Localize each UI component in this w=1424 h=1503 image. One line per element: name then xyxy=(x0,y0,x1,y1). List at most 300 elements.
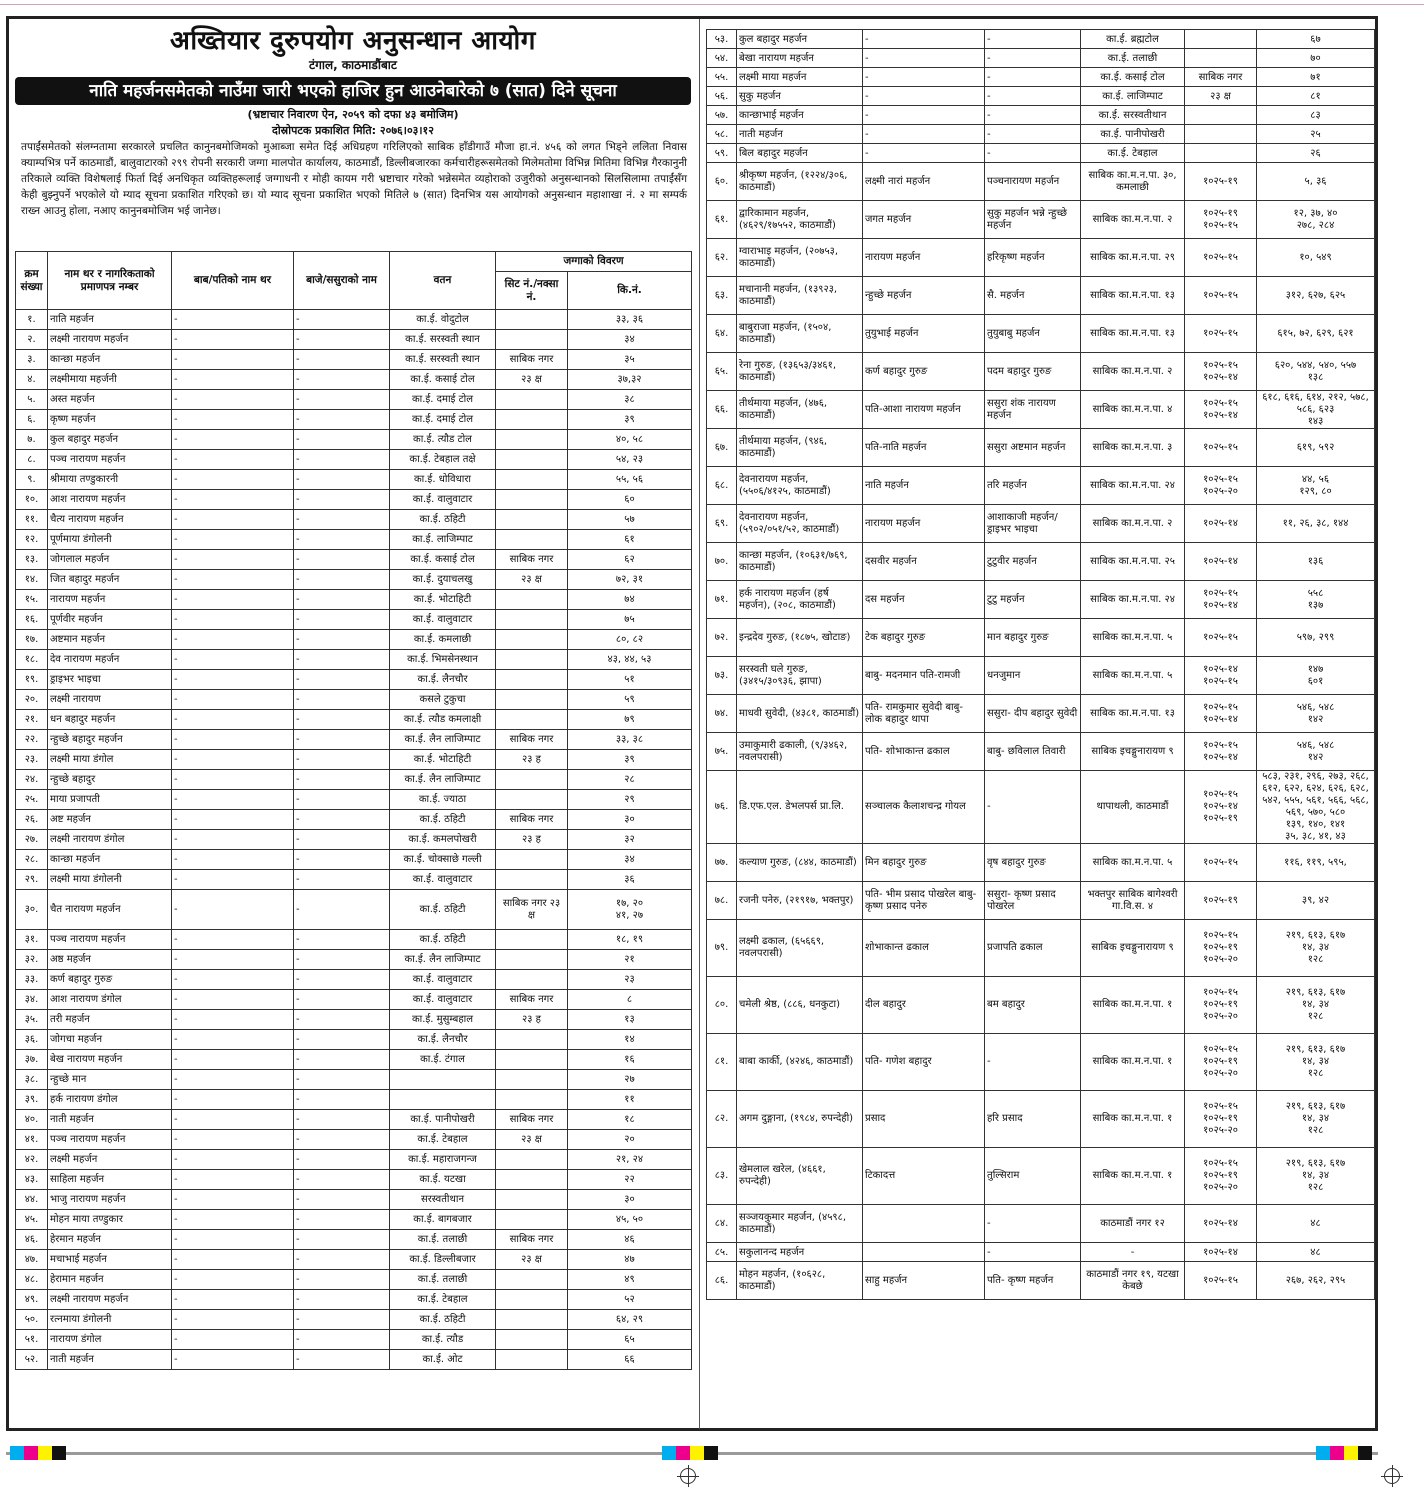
row-kitta: ४५, ५० xyxy=(568,1210,692,1230)
row-father: पति-नाति महर्जन xyxy=(863,429,985,467)
row-father: - xyxy=(172,570,294,590)
row-sheet xyxy=(496,650,568,670)
row-address: का.ई. ब्रह्मटोल xyxy=(1081,30,1185,49)
row-father: - xyxy=(172,1270,294,1290)
row-name: उमाकुमारी ढकाली, (९/३४६२, नवलपरासी) xyxy=(737,733,863,771)
row-grandfather: ससुरा- दीप बहादुर सुवेदी xyxy=(985,695,1081,733)
row-kitta: २१, २४ xyxy=(568,1150,692,1170)
row-sn: ४१. xyxy=(16,1130,48,1150)
row-address: सरस्वतीथान xyxy=(390,1190,496,1210)
row-name: द्वारिकामान महर्जन, (४६२९/१७५५२, काठमाडौं) xyxy=(737,201,863,239)
row-address: साबिक का.म.न.पा. १ xyxy=(1081,977,1185,1034)
row-address: साबिक का.म.न.पा. १ xyxy=(1081,1091,1185,1148)
row-sheet: साबिक नगर xyxy=(496,810,568,830)
row-kitta: २७ xyxy=(568,1070,692,1090)
row-father: पति- भीम प्रसाद पोखरेल बाबु- कृष्ण प्रसाद पनेरु xyxy=(863,882,985,920)
row-name: तीर्थमाया महर्जन, (४७६, काठमाडौं) xyxy=(737,391,863,429)
row-name: चैत्य नारायण महर्जन xyxy=(48,510,172,530)
row-sheet: साबिक नगर xyxy=(496,350,568,370)
row-father: कर्ण बहादुर गुरुङ xyxy=(863,353,985,391)
table-row xyxy=(16,1270,692,1290)
table-row xyxy=(707,239,1375,277)
row-father: टिकादत्त xyxy=(863,1148,985,1205)
row-name: माया प्रजापती xyxy=(48,790,172,810)
column-divider xyxy=(699,19,700,1429)
row-kitta: ६० xyxy=(568,490,692,510)
row-kitta: ६१ xyxy=(568,530,692,550)
row-kitta: २८ xyxy=(568,770,692,790)
row-grandfather: - xyxy=(294,950,390,970)
row-grandfather: ससुरा अष्टमान महर्जन xyxy=(985,429,1081,467)
row-address: का.ई. यटखा xyxy=(390,1170,496,1190)
row-father: - xyxy=(863,49,985,68)
row-sheet xyxy=(496,510,568,530)
row-sn: ५९. xyxy=(707,144,737,163)
row-sn: ३. xyxy=(16,350,48,370)
row-address: का.ई. त्यौड xyxy=(390,1330,496,1350)
row-name: कान्छा महर्जन xyxy=(48,850,172,870)
row-address: साबिक का.म.न.पा. १३ xyxy=(1081,315,1185,353)
header-kitta: कि.नं. xyxy=(568,272,692,310)
row-kitta: १७, २० ४१, २७ xyxy=(568,890,692,930)
row-grandfather: बाबु- छविलाल तिवारी xyxy=(985,733,1081,771)
row-father: पति- शोभाकान्त ढकाल xyxy=(863,733,985,771)
row-sn: ८२. xyxy=(707,1091,737,1148)
row-address: का.ई. भोटाहिटी xyxy=(390,750,496,770)
row-kitta: ३३, ३८ xyxy=(568,730,692,750)
row-name: डि.एफ.एल. डेभलपर्स प्रा.लि. xyxy=(737,771,863,844)
row-grandfather: - xyxy=(294,770,390,790)
row-grandfather: - xyxy=(294,1290,390,1310)
row-father: - xyxy=(172,770,294,790)
table-row xyxy=(16,430,692,450)
row-address: का.ई. डिल्लीबजार xyxy=(390,1250,496,1270)
row-kitta: ३९ xyxy=(568,410,692,430)
row-sheet: १०२५-१५ xyxy=(1185,429,1257,467)
row-address: साबिक का.म.न.पा. १३ xyxy=(1081,277,1185,315)
row-sheet xyxy=(496,1330,568,1350)
row-kitta: २९ xyxy=(568,790,692,810)
row-grandfather: - xyxy=(294,710,390,730)
row-sheet: १०२५-१४ १०२५-१५ xyxy=(1185,657,1257,695)
row-address: का.ई. वालुवाटार xyxy=(390,610,496,630)
row-sn: ६२. xyxy=(707,239,737,277)
row-name: बिल बहादुर महर्जन xyxy=(737,144,863,163)
row-sn: १. xyxy=(16,310,48,330)
row-sn: ६४. xyxy=(707,315,737,353)
row-name: अष्ठ महर्जन xyxy=(48,950,172,970)
row-kitta: ४९ xyxy=(568,1270,692,1290)
header-sn: क्रम संख्या xyxy=(16,252,48,310)
row-sheet xyxy=(496,1090,568,1110)
row-name: जोगलाल महर्जन xyxy=(48,550,172,570)
header-grandfather: बाजे/ससुराको नाम xyxy=(294,252,390,310)
row-grandfather: - xyxy=(294,1130,390,1150)
row-sn: ३३. xyxy=(16,970,48,990)
row-kitta: ४७ xyxy=(568,1250,692,1270)
table-row xyxy=(16,310,692,330)
row-sheet: १०२५-१५ xyxy=(1185,619,1257,657)
row-sn: ५६. xyxy=(707,87,737,106)
row-name: पूर्णमाया डंगोलनी xyxy=(48,530,172,550)
row-grandfather: - xyxy=(294,410,390,430)
header-land: जग्गाको विवरण xyxy=(496,252,692,272)
row-name: कान्छा महर्जन xyxy=(48,350,172,370)
row-name: बेख नारायण महर्जन xyxy=(48,1050,172,1070)
row-address: का.ई. ठहिटी xyxy=(390,1310,496,1330)
row-sn: ३१. xyxy=(16,930,48,950)
row-kitta: ३५ xyxy=(568,350,692,370)
row-grandfather: - xyxy=(985,30,1081,49)
row-kitta: ३० xyxy=(568,810,692,830)
row-name: लक्ष्मी नारायण महर्जन xyxy=(48,1290,172,1310)
right-column xyxy=(706,29,1374,1427)
row-kitta: ६१९, ५९२ xyxy=(1257,429,1375,467)
row-name: भाजु नारायण महर्जन xyxy=(48,1190,172,1210)
page-title: अख्तियार दुरुपयोग अनुसन्धान आयोग xyxy=(170,26,536,56)
row-kitta: १४ xyxy=(568,1030,692,1050)
row-father: - xyxy=(172,830,294,850)
row-sn: ५७. xyxy=(707,106,737,125)
row-grandfather: - xyxy=(294,1110,390,1130)
row-address: साबिक का.म.न.पा. ४ xyxy=(1081,391,1185,429)
row-sn: ११. xyxy=(16,510,48,530)
row-kitta: ५, ३६ xyxy=(1257,163,1375,201)
row-sn: ७०. xyxy=(707,543,737,581)
row-name: रेना गुरुङ, (१३६५३/३४६१, काठमाडौं) xyxy=(737,353,863,391)
row-grandfather: वृष बहादुर गुरुङ xyxy=(985,844,1081,882)
table-row xyxy=(707,467,1375,505)
row-father: नाति महर्जन xyxy=(863,467,985,505)
table-row xyxy=(16,670,692,690)
row-sn: ६१. xyxy=(707,201,737,239)
row-father: - xyxy=(172,650,294,670)
row-address xyxy=(390,1090,496,1110)
table-row xyxy=(16,870,692,890)
row-kitta: ५८३, २३१, २९६, २७३, २६८, ६१२, ६२२, ६२४, ६२६, ६२८, ५४२, ५५५, ५६१, ५६६, ५६८, ५६९, ५७०, ५८० १३९, १४०, १४१ ३५, ३८, ४१, ४३ xyxy=(1257,771,1375,844)
row-father: - xyxy=(172,630,294,650)
row-name: इन्द्रदेव गुरुङ, (१८७५, खोटाङ) xyxy=(737,619,863,657)
row-name: जित बहादुर महर्जन xyxy=(48,570,172,590)
row-name: अगम दुङ्गाना, (१९८४, रुपन्देही) xyxy=(737,1091,863,1148)
table-row xyxy=(707,505,1375,543)
row-sheet xyxy=(496,630,568,650)
row-grandfather: सुकु महर्जन भन्ने न्हुच्छे महर्जन xyxy=(985,201,1081,239)
table-row xyxy=(16,830,692,850)
row-sn: ३०. xyxy=(16,890,48,930)
row-sn: २०. xyxy=(16,690,48,710)
row-kitta: ११, २६, ३८, १४४ xyxy=(1257,505,1375,543)
row-sheet: १०२५-१५ १०२५-१९ १०२५-२० xyxy=(1185,920,1257,977)
row-address: का.ई. टेबहाल xyxy=(390,1290,496,1310)
row-name: बेखा नारायण महर्जन xyxy=(737,49,863,68)
row-address xyxy=(390,1070,496,1090)
row-grandfather: - xyxy=(294,630,390,650)
row-kitta: ११ xyxy=(568,1090,692,1110)
row-kitta: ५५८ १३७ xyxy=(1257,581,1375,619)
row-father: - xyxy=(172,1070,294,1090)
row-grandfather: - xyxy=(985,125,1081,144)
row-sheet xyxy=(496,950,568,970)
row-sheet xyxy=(1185,125,1257,144)
table-row xyxy=(707,657,1375,695)
row-address: का.ई. टेबहाल तक्षे xyxy=(390,450,496,470)
row-sheet: १०२५-१४ xyxy=(1185,1243,1257,1262)
row-kitta: ७४ xyxy=(568,590,692,610)
row-grandfather: - xyxy=(294,1350,390,1370)
row-sheet: १०२५-१५ xyxy=(1185,844,1257,882)
table-row xyxy=(16,470,692,490)
row-grandfather: - xyxy=(985,1205,1081,1243)
row-father: - xyxy=(172,610,294,630)
table-row xyxy=(16,550,692,570)
row-address: साबिक का.म.न.पा. २५ xyxy=(1081,543,1185,581)
row-sn: ५८. xyxy=(707,125,737,144)
row-father: - xyxy=(172,970,294,990)
row-sn: ७१. xyxy=(707,581,737,619)
row-sn: ६७. xyxy=(707,429,737,467)
row-sn: ४७. xyxy=(16,1250,48,1270)
row-address: का.ई. कसाई टोल xyxy=(390,370,496,390)
header-sheet: सिट नं./नक्सा नं. xyxy=(496,272,568,310)
row-grandfather: तुयुबाबु महर्जन xyxy=(985,315,1081,353)
row-father: - xyxy=(172,1330,294,1350)
row-sn: १९. xyxy=(16,670,48,690)
row-father: - xyxy=(172,930,294,950)
row-kitta: ७१ xyxy=(1257,68,1375,87)
row-address: का.ई. ठहिटी xyxy=(390,890,496,930)
row-sheet xyxy=(496,470,568,490)
row-sheet: १०२५-१५ १०२५-१४ xyxy=(1185,353,1257,391)
row-grandfather: पञ्चनारायण महर्जन xyxy=(985,163,1081,201)
row-father: - xyxy=(863,68,985,87)
row-grandfather: - xyxy=(294,1230,390,1250)
row-sn: ८६. xyxy=(707,1262,737,1300)
row-sn: ५३. xyxy=(707,30,737,49)
table-row xyxy=(16,770,692,790)
row-kitta: ३८ xyxy=(568,390,692,410)
row-sheet: १०२५-१४ xyxy=(1185,505,1257,543)
table-row xyxy=(16,490,692,510)
row-address: का.ई. लाजिम्पाट xyxy=(390,530,496,550)
row-kitta: ४६ xyxy=(568,1230,692,1250)
row-sn: ६०. xyxy=(707,163,737,201)
row-kitta: २१९, ६१३, ६१७ १४, ३४ १२८ xyxy=(1257,1148,1375,1205)
row-grandfather: - xyxy=(985,144,1081,163)
left-table xyxy=(15,251,692,1370)
row-sn: ७९. xyxy=(707,920,737,977)
row-grandfather: तरि महर्जन xyxy=(985,467,1081,505)
row-kitta: ३६ xyxy=(568,870,692,890)
row-sn: ४५. xyxy=(16,1210,48,1230)
row-father: जगत महर्जन xyxy=(863,201,985,239)
row-sheet xyxy=(1185,30,1257,49)
header-name: नाम थर र नागरिकताको प्रमाणपत्र नम्बर xyxy=(48,252,172,310)
row-grandfather: - xyxy=(294,990,390,1010)
row-sheet: १०२५-१९ १०२५-१५ xyxy=(1185,201,1257,239)
row-sn: ५५. xyxy=(707,68,737,87)
table-row xyxy=(707,920,1375,977)
row-name: न्हुच्छे बहादुर xyxy=(48,770,172,790)
row-sn: ४३. xyxy=(16,1170,48,1190)
row-grandfather: - xyxy=(294,370,390,390)
row-kitta: ६६ xyxy=(568,1350,692,1370)
row-address: साबिक का.म.न.पा. २४ xyxy=(1081,467,1185,505)
row-sheet xyxy=(496,490,568,510)
row-name: मचानानी महर्जन, (१३९२३, काठमाडौं) xyxy=(737,277,863,315)
row-grandfather: - xyxy=(294,1150,390,1170)
row-kitta: ८१ xyxy=(1257,87,1375,106)
table-row xyxy=(707,391,1375,429)
row-sn: २६. xyxy=(16,810,48,830)
row-grandfather: - xyxy=(294,690,390,710)
row-father: - xyxy=(172,1050,294,1070)
row-address: का.ई. धोविधारा xyxy=(390,470,496,490)
row-grandfather: - xyxy=(294,430,390,450)
row-kitta: १८, १९ xyxy=(568,930,692,950)
row-sheet: १०२५-१५ xyxy=(1185,277,1257,315)
table-row xyxy=(16,1090,692,1110)
row-address: का.ई. ज्याठा xyxy=(390,790,496,810)
notice-body: तपाईंसमेतको संलग्नतामा सरकारले प्रचलित कानुनबमोजिमको मुआब्जा समेत दिई अधिग्रहण गरिलिएको साबिक हाँडीगाउँ मौजा हा.नं. ४५६ को लगत भिड्ने ललिता निवास क्याम्पभित्र पर्ने काठमाडौं, बालुवाटारको २९९ रोपनी सरकारी जग्गा मालपोत कार्यालय, काठमाडौं, डिल्लीबजारका कर्मचारीहरूसमेतको मिलेमतोमा विभिन्न मितिमा विभिन्न गैरकानुनी तरिकाले व्यक्ति विशेषलाई फिर्ता दिई अनधिकृत व्यक्तिहरूलाई जग्गाधनी र मोही कायम गरी भ्रष्टाचार गरेको भन्नेसमेत व्यहोराको उजुरीको अनुसन्धानको सिलसिलामा तपाईंसँग केही बुझ्नुपर्ने भएकोले यो म्याद सूचना प्रकाशित गरिएको छ। यो म्याद सूचना प्रकाशित भएको मितिले ७ (सात) दिनभित्र यस आयोगको अनुसन्धान महाशाखा नं. २ मा सम्पर्क राख्न आउनु होला, नआए कानुनबमोजिम भई जानेछ। xyxy=(21,141,687,217)
row-father: - xyxy=(172,690,294,710)
table-row xyxy=(16,1330,692,1350)
row-sn: १४. xyxy=(16,570,48,590)
row-name: माधवी सुवेदी, (४३८१, काठमाडौं) xyxy=(737,695,863,733)
row-grandfather: - xyxy=(294,570,390,590)
row-sheet: १०२५-१४ xyxy=(1185,1205,1257,1243)
row-kitta: ५२ xyxy=(568,1290,692,1310)
row-name: श्रीमाया तण्डुकारनी xyxy=(48,470,172,490)
row-address: का.ई. वालुवाटार xyxy=(390,490,496,510)
row-kitta: १३६ xyxy=(1257,543,1375,581)
row-name: न्हुच्छे मान xyxy=(48,1070,172,1090)
row-kitta: १६ xyxy=(568,1050,692,1070)
table-row xyxy=(16,1350,692,1370)
row-sheet: साबिक नगर xyxy=(496,730,568,750)
row-kitta: ७९ xyxy=(568,710,692,730)
row-kitta: २१९, ६१३, ६१७ १४, ३४ १२८ xyxy=(1257,1034,1375,1091)
row-sn: ८१. xyxy=(707,1034,737,1091)
row-grandfather: - xyxy=(985,1243,1081,1262)
row-name: लक्ष्मी ढकाल, (६५६६९, नवलपरासी) xyxy=(737,920,863,977)
row-sheet xyxy=(496,410,568,430)
table-row xyxy=(16,570,692,590)
row-father: - xyxy=(172,530,294,550)
row-address: का.ई. वालुवाटार xyxy=(390,990,496,1010)
row-name: अष्टमान महर्जन xyxy=(48,630,172,650)
row-kitta: ५९ xyxy=(568,690,692,710)
row-address: साबिक का.म.न.पा. १ xyxy=(1081,1034,1185,1091)
row-address: का.ई. कमलाछी xyxy=(390,630,496,650)
row-sn: ४८. xyxy=(16,1270,48,1290)
table-row xyxy=(707,429,1375,467)
row-sn: २. xyxy=(16,330,48,350)
table-row xyxy=(707,49,1375,68)
row-sn: १७. xyxy=(16,630,48,650)
row-kitta: ५४६, ५४८ १४२ xyxy=(1257,733,1375,771)
table-row xyxy=(16,710,692,730)
row-sn: १८. xyxy=(16,650,48,670)
row-sheet: २३ क्ष xyxy=(496,570,568,590)
row-father: - xyxy=(863,87,985,106)
color-bar-center xyxy=(662,1446,718,1460)
row-grandfather: टुटु महर्जन xyxy=(985,581,1081,619)
row-sn: ८३. xyxy=(707,1148,737,1205)
row-grandfather: - xyxy=(294,530,390,550)
row-father xyxy=(863,1205,985,1243)
table-row xyxy=(707,1262,1375,1300)
row-grandfather: - xyxy=(294,350,390,370)
row-sn: ३५. xyxy=(16,1010,48,1030)
table-row xyxy=(16,1310,692,1330)
row-address: साबिक का.म.न.पा. ५ xyxy=(1081,657,1185,695)
row-father: - xyxy=(172,710,294,730)
row-address: का.ई. तलाछी xyxy=(1081,49,1185,68)
row-name: जोगचा महर्जन xyxy=(48,1030,172,1050)
row-name: कल्याण गुरुङ, (८४४, काठमाडौं) xyxy=(737,844,863,882)
row-address: का.ई. टेबहाल xyxy=(390,1130,496,1150)
row-name: श्रीकृष्ण महर्जन, (१२२४/३०६, काठमाडौं) xyxy=(737,163,863,201)
row-address: साबिक का.म.न.पा. ३०, कमलाछी xyxy=(1081,163,1185,201)
page-top-rule xyxy=(0,4,1424,5)
table-row xyxy=(707,353,1375,391)
row-sheet xyxy=(496,790,568,810)
row-address: साबिक का.म.न.पा. १ xyxy=(1081,1148,1185,1205)
table-row xyxy=(16,1030,692,1050)
row-father: - xyxy=(172,1290,294,1310)
row-father: - xyxy=(863,106,985,125)
row-father: प्रसाद xyxy=(863,1091,985,1148)
row-name: नाति महर्जन xyxy=(48,310,172,330)
row-sn: २९. xyxy=(16,870,48,890)
table-row xyxy=(16,1250,692,1270)
row-father: तुयुभाई महर्जन xyxy=(863,315,985,353)
row-sheet: १०२५-१५ १०२५-१९ १०२५-२० xyxy=(1185,977,1257,1034)
row-grandfather: पति- कृष्ण महर्जन xyxy=(985,1262,1081,1300)
row-sn: २१. xyxy=(16,710,48,730)
row-father: - xyxy=(172,1210,294,1230)
row-sheet xyxy=(496,710,568,730)
row-address: का.ई. दुयाचलखु xyxy=(390,570,496,590)
table-row xyxy=(16,930,692,950)
row-grandfather: - xyxy=(294,490,390,510)
row-father: - xyxy=(172,1190,294,1210)
row-sheet: १०२५-१५ xyxy=(1185,1262,1257,1300)
table-row xyxy=(16,990,692,1010)
row-sheet xyxy=(496,1030,568,1050)
table-row xyxy=(16,1190,692,1210)
row-grandfather: - xyxy=(294,730,390,750)
row-address: का.ई. त्यौड टोल xyxy=(390,430,496,450)
row-address: का.ई. तलाछी xyxy=(390,1230,496,1250)
table-row xyxy=(707,1205,1375,1243)
row-grandfather: - xyxy=(294,550,390,570)
row-sheet: २३ क्ष xyxy=(496,1130,568,1150)
row-address: का.ई. लैन लाजिम्पाट xyxy=(390,950,496,970)
row-sheet: १०२५-१५ xyxy=(1185,315,1257,353)
row-address: का.ई. वालुवाटार xyxy=(390,970,496,990)
row-father: दसवीर महर्जन xyxy=(863,543,985,581)
row-address: - xyxy=(1081,1243,1185,1262)
row-kitta: ३४ xyxy=(568,850,692,870)
row-sheet xyxy=(496,430,568,450)
row-name: ड्राइभर भाइचा xyxy=(48,670,172,690)
row-name: हर्क नारायण महर्जन (हर्ष महर्जन), (२०८, काठमाडौं) xyxy=(737,581,863,619)
row-address: का.ई. सरस्वतीथान xyxy=(1081,106,1185,125)
table-row xyxy=(16,370,692,390)
table-row xyxy=(707,581,1375,619)
